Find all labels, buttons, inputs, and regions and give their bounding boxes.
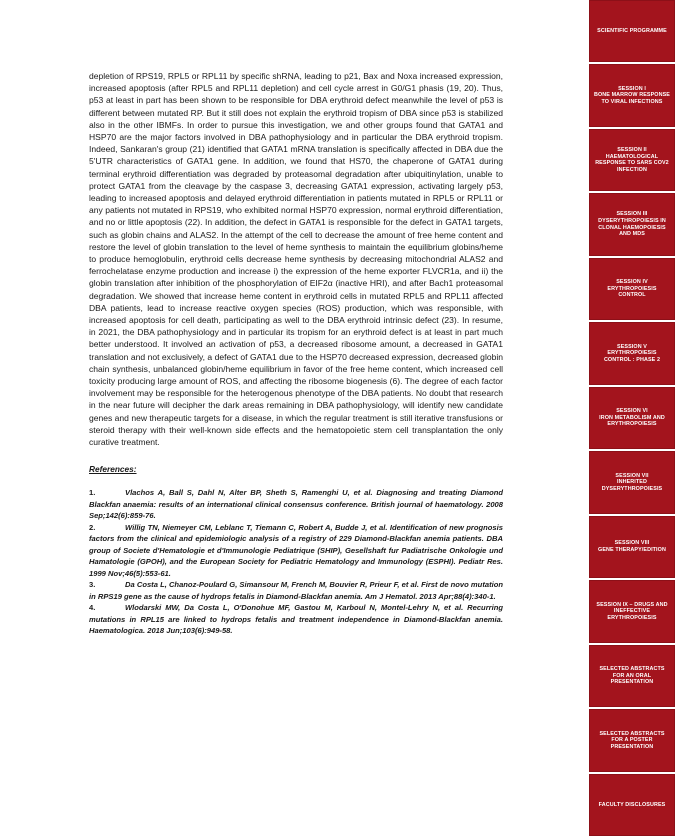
nav-session-6[interactable]: [589, 387, 675, 449]
nav-scientific-programme[interactable]: [589, 0, 675, 62]
nav-session-9[interactable]: [589, 580, 675, 642]
reference-number: 3.: [89, 580, 96, 590]
body-paragraph: depletion of RPS19, RPL5 or RPL11 by specific shRNA, leading to p21, Bax and Noxa increased expression, increased apoptosis (after RPL5 and RPL11 depletion) and cell cycle arrest in G0/G1 phasis (19, 20). Thus, p53 at least in part has been shown to be responsible for DBA erythroid defect meanwhile the level of p53 is different between mutated RP. But it still does not explain the erythroid tropism of DBA since p53 is stabilized also in the other IBMFs. In order to pursue this investigation, we and other groups found that GATA1 and HSP70 are the major factors involved in DBA pathophysiology and in particular the DBA erythroid tropism. Indeed, Sankaran's group (21) identified that GATA1 mRNA translation is specifically affected in DBA due the 5'UTR characteristics of GATA1 gene. In addition, we found that HS70, the chaperone of GATA1 during terminal erythroid differentiation was degraded by proteasomal degradation after ubiquitinylation, unable to protect GATA1 from the cleavage by the caspase 3, decreasing GATA1 expression, activating largely p53, leading to increased apoptosis and delayed erythroid differentiation in patients mutated in RPL5 or RPL11 or any patients not mutated in RPS19, who exhibited normal HSP70 expression, normal erythroid differentiation, and no or little apoptosis (22). In addition, the defect in GATA1 is responsible for the defect in GATA1 targets, such as globin chains and ALAS2. In the attempt of the cell to decrease the amount of free heme content and restore the level of globin translation to the level of heme synthesis to maintain the equilibrium globins/heme to produce hemoglobulin, erythroid cells decrease heme synthesis by decreasing mitochondrial ALAS2 and ferrochelatase enzyme production and increase i) the expression of the heme exporter FLVCR1a, and ii) the globin translation after inhibition of the phosphorylation of EIF2α (inactive HRI), and after Bach1 proteasomal degradation. We showed that increase heme content in erythroid cells in mutated RPL5 and RPL11 affected DBA patients, lead to increase reactive oxygen species (ROS) production, which was responsible, with increased apoptosis for cell death, participating as well to the DBA erythroid intrinsic defect (23). In resume, in 2021, the DBA pathophysiology and in particular its tropism for an erythroid defect is at least in part much better understood. It involved an activation of p53, a decreased ribosome amount, a decreased in GATA1 translation and not exclusively, a defect of GATA1 due to the HSP70 decreased expression, decreased globin chain synthesis, unbalanced globin/heme equilibrium in favor of the free heme content, which increased cell toxicity producing large amount of ROS, and affecting the ribosome biogenesis (6). The degree of each factor involvement may be responsible for the heterogenous phenotype of the DBA patients. No doubt that research in the near future will decipher the dark areas remaining in DBA pathophysiology, will identify new candidate genes and new therapeutic targets for a disease, in which the regular treatment is still iterative transfusions or steroid therapy with their well-known side effects and the hematopoietic stem cell transplantation the only curative treatment.: [89, 71, 503, 448]
nav-label: SCIENTIFIC PROGRAMME: [597, 27, 667, 34]
reference-number: 4.: [89, 603, 96, 613]
nav-session-4[interactable]: [589, 258, 675, 320]
reference-text: Vlachos A, Ball S, Dahl N, Alter BP, Sheth S, Ramenghi U, et al. Diagnosing and treating Diamond Blackfan anaemia: results of an international clinical consensus conference. British journal of haematology. 2008 Sep;142(6):859-76.: [89, 488, 503, 521]
reference-number: 2.: [89, 522, 96, 532]
nav-label: SESSION IV ERYTHROPOIESIS CONTROL: [607, 279, 657, 299]
nav-session-3[interactable]: [589, 193, 675, 255]
reference-item: [89, 579, 503, 602]
nav-label: SELECTED ABSTRACTS FOR AN ORAL PRESENTATION: [599, 666, 665, 686]
nav-label: SESSION II HAEMATOLOGICAL RESPONSE TO SARS COV2 INFECTION: [595, 146, 669, 173]
reference-text: Da Costa L, Chanoz-Poulard G, Simansour M, French M, Bouvier R, Prieur F, et al. First de novo mutation in RPS19 gene as the cause of hydrops fetalis in Diamond-Blackfan anemia. Am J Hematol. 2013 Apr;88(4):340-1.: [89, 580, 503, 601]
nav-label: SESSION V ERYTHROPOIESIS CONTROL : PHASE 2: [603, 343, 661, 363]
nav-oral-abstracts[interactable]: [589, 645, 675, 707]
nav-label: SESSION I BONE MARROW RESPONSE TO VIRAL INFECTIONS: [594, 85, 670, 105]
nav-label: SESSION VIII GENE THERAPY/EDITION: [598, 540, 666, 553]
reference-number: 1.: [89, 488, 96, 498]
nav-session-8[interactable]: [589, 516, 675, 578]
nav-poster-abstracts[interactable]: [589, 709, 675, 771]
session-sidebar: [589, 0, 675, 836]
nav-label: SELECTED ABSTRACTS FOR A POSTER PRESENTATION: [599, 730, 665, 750]
document-content: [89, 70, 503, 637]
nav-label: SESSION III DYSERYTHROPOIESIS IN CLONAL HAEMOPOIESIS AND MDS: [598, 211, 666, 238]
references-list: [89, 487, 503, 637]
nav-session-7[interactable]: [589, 451, 675, 513]
nav-session-5[interactable]: [589, 322, 675, 384]
references-heading: References:: [89, 464, 137, 475]
nav-session-2[interactable]: [589, 129, 675, 191]
reference-text: Willig TN, Niemeyer CM, Leblanc T, Tiemann C, Robert A, Budde J, et al. Identification of new prognosis factors from the clinical and epidemiologic analysis of a registry of 229 Diamond-Blackfan anemia patients. DBA group of Societe d'Hematologie et d'Immunologie Pediatrique (SHIP), Gesellshaft fur Padiatrische Onkologie und Hamatologie (GPOH), and the European Society for Pediatric Hematology and Immunology (ESPHI). Pediatr Res. 1999 Nov;46(5):553-61.: [89, 522, 503, 578]
nav-faculty-disclosures[interactable]: [589, 774, 675, 836]
reference-item: [89, 487, 503, 522]
nav-label: SESSION IX – DRUGS AND INEFFECTIVE ERYTHROPOIESIS: [596, 601, 668, 621]
nav-label: FACULTY DISCLOSURES: [598, 801, 666, 808]
reference-item: [89, 602, 503, 637]
nav-label: SESSION VII INHERITED DYSERYTHROPOIESIS: [601, 472, 663, 492]
nav-session-1[interactable]: [589, 64, 675, 126]
nav-label: SESSION VI IRON METABOLISM AND ERYTHROPOIESIS: [599, 408, 665, 428]
reference-item: [89, 522, 503, 580]
reference-text: Wlodarski MW, Da Costa L, O'Donohue MF, Gastou M, Karboul N, Montel-Lehry N, et al. Recurring mutations in RPL15 are linked to hydrops fetalis and treatment independence in Diamond-Blackfan anemia. Haematologica. 2018 Jun;103(6):949-58.: [89, 603, 503, 636]
